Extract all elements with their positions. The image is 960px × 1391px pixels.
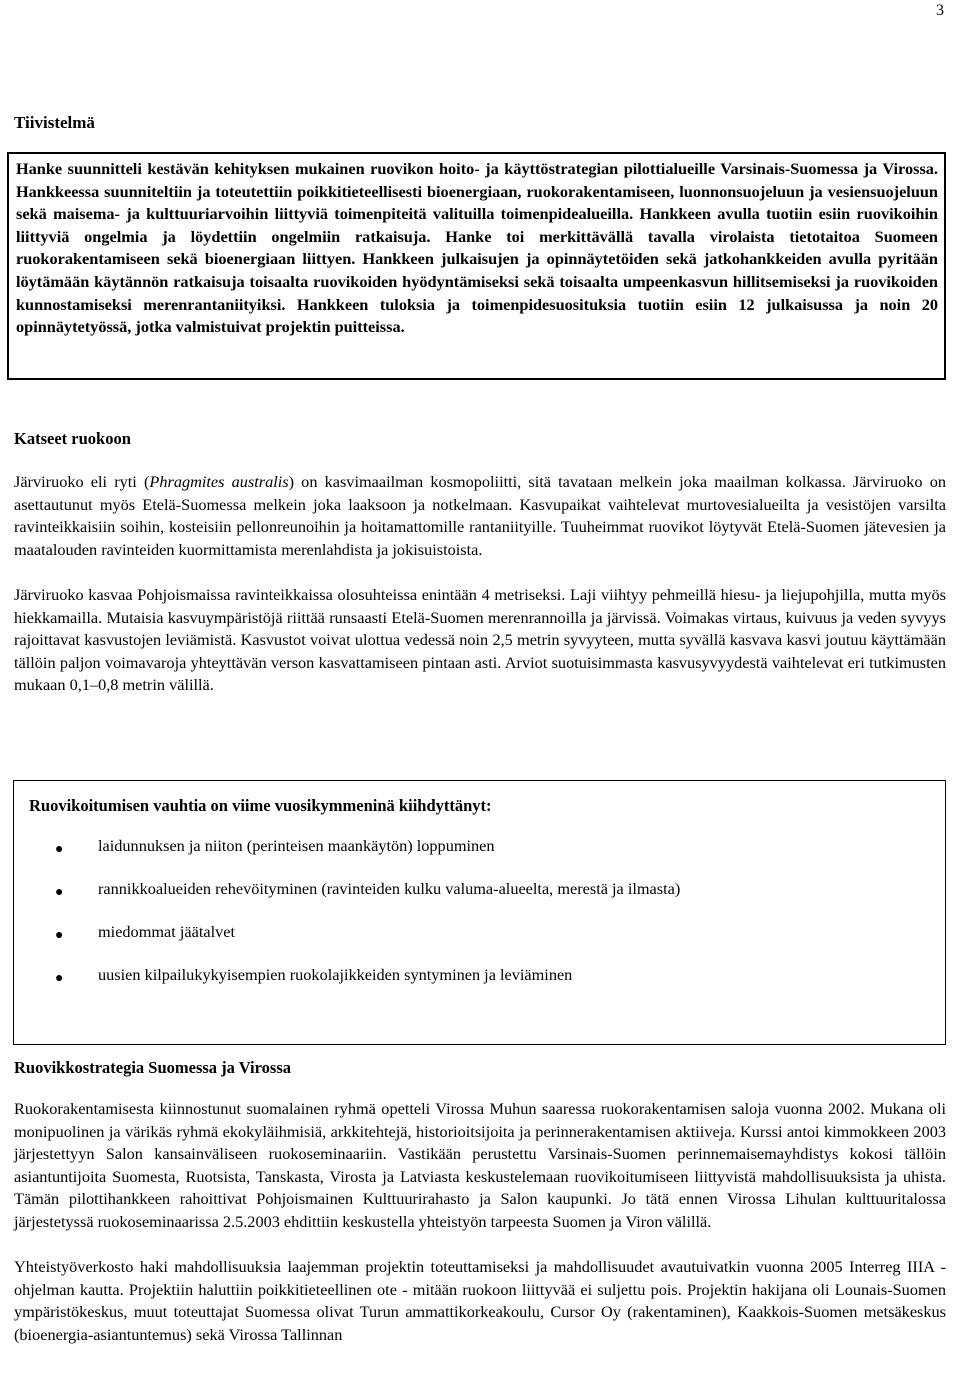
bullet-icon: ● bbox=[55, 842, 64, 857]
page-number: 3 bbox=[936, 2, 944, 19]
causes-heading: Ruovikoitumisen vauhtia on viime vuosikymmeninä kiihdyttänyt: bbox=[29, 796, 492, 815]
reeds-p1-end: ) on kasvimaailman kosmopoliitti, sitä tavataan melkein joka maailman kolkassa. Järviruoko on asettautunut myös Etelä-Suomessa melkein joka laaksoon ja notkelmaan. Kasvupaikat vaihtelevat murtovesialueilta ja vesistöjen varsilta ravinteikkaisiin soihin, kosteisiin pellonreunoihin ja hoitamattomille rantaniityille. Tuuheimmat ruovikot löytyvät Etelä-Suomen jätevesien ja maatalouden ravinteiden kuormittamista merenlahdista ja jokisuistoista. bbox=[14, 472, 946, 559]
list-item-text: laidunnuksen ja niiton (perinteisen maankäytön) loppuminen bbox=[98, 836, 495, 855]
summary-box bbox=[7, 152, 946, 380]
causes-list bbox=[29, 835, 929, 1007]
bullet-icon: ● bbox=[55, 885, 64, 900]
list-item bbox=[29, 878, 929, 921]
species-name: Phragmites australis bbox=[149, 472, 289, 491]
reeds-section bbox=[14, 428, 946, 697]
reeds-heading: Katseet ruokoon bbox=[14, 429, 131, 448]
bullet-icon: ● bbox=[55, 928, 64, 943]
list-item-text: miedommat jäätalvet bbox=[98, 922, 235, 941]
bullet-icon: ● bbox=[55, 971, 64, 986]
strategy-paragraph-2: Yhteistyöverkosto haki mahdollisuuksia laajemman projektin toteuttamiseksi ja mahdollisuudet avautuivatkin vuonna 2005 Interreg IIIA -ohjelman kautta. Projektiin haluttiin poikkitieteellinen ote - mitään ruokoon liittyvää ei suljettu pois. Projektin hakijana oli Lounais-Suomen ympäristökeskus, muut toteuttajat Suomessa olivat Turun ammattikorkeakoulu, Cursor Oy (rakentaminen), Kaakkois-Suomen metsäkeskus (bioenergia-asiantuntemus) sekä Virossa Tallinnan bbox=[14, 1257, 946, 1344]
reeds-paragraph-2: Järviruoko kasvaa Pohjoismaissa ravinteikkaissa olosuhteissa enintään 4 metriseksi. Laji viihtyy pehmeillä hiesu- ja liejupohjilla, mutta myös hiekkamailla. Mutaisia kasvuympäristöjä riittää runsaasti Etelä-Suomen merenrannoilla ja järvissä. Voimakas virtaus, kuivuus ja veden syvyys rajoittavat kasvustojen leviämistä. Kasvustot voivat ulottua vedessä noin 2,5 metrin syvyyteen, mutta syvällä kasvava kasvi joutuu käyttämään tällöin paljon voimavaroja yhteyttävän verson kasvattamiseen pintaan asti. Arviot suotuisimmasta kasvusyvyydestä vaihtelevat eri tutkimusten mukaan 0,1–0,8 metrin välillä. bbox=[14, 585, 946, 694]
list-item-text: uusien kilpailukykyisempien ruokolajikkeiden syntyminen ja leviäminen bbox=[98, 965, 573, 984]
list-item-text: rannikkoalueiden rehevöityminen (ravinteiden kulku valuma-alueelta, merestä ja ilmasta) bbox=[98, 879, 681, 898]
list-item bbox=[29, 921, 929, 964]
strategy-section bbox=[14, 1057, 946, 1346]
summary-heading: Tiivistelmä bbox=[14, 113, 95, 132]
list-item bbox=[29, 835, 929, 878]
summary-section bbox=[14, 112, 946, 134]
reeds-p1-start: Järviruoko eli ryti ( bbox=[14, 472, 150, 491]
list-item bbox=[29, 964, 929, 1007]
strategy-paragraph-1: Ruokorakentamisesta kiinnostunut suomalainen ryhmä opetteli Virossa Muhun saaressa ruokorakentamisen saloja vuonna 2002. Mukana oli monipuolinen ja värikäs ryhmä ekokyläihmisiä, arkkitehtejä, historioitsijoita ja perinnerakentamisen aktiiveja. Kurssi antoi kimmokkeen 2003 järjestettyyn Salon kansainväliseen ruokoseminaariin. Vastikään perustettu Varsinais-Suomen perinnemaisemayhdistys kokosi tällöin asiantuntijoita Suomesta, Ruotsista, Tanskasta, Virosta ja Latviasta keskustelemaan ruovikoitumiseen liittyvistä mahdollisuuksista ja uhista. Tämän pilottihankkeen rahoittivat Pohjoismainen Kulttuurirahasto ja Salon kaupunki. Jo tätä ennen Virossa Lihulan kulttuuritalossa järjestetyssä ruokoseminaarissa 2.5.2003 ehdittiin keskustella yhteistyön tarpeesta Suomen ja Viron välillä. bbox=[14, 1099, 946, 1231]
summary-text: Hanke suunnitteli kestävän kehityksen mukainen ruovikon hoito- ja käyttöstrategian pilottialueille Varsinais-Suomessa ja Virossa. Hankkeessa suunniteltiin ja toteutettiin poikkitieteellisesti bioenergiaan, ruokorakentamiseen, luonnonsuojeluun ja vesiensuojeluun sekä maisema- ja kulttuuriarvoihin liittyviä toimenpiteitä valituilla toimenpidealueilla. Hankkeen avulla tuotiin esiin ruovikoihin liittyviä ongelmia ja löydettiin ongelmiin ratkaisuja. Hanke toi merkittävällä tavalla virolaista tietotaitoa Suomeen ruokorakentamiseen sekä bioenergiaan liittyen. Hankkeen julkaisujen ja opinnäytetöiden sekä jatkohankkeiden avulla pyritään löytämään käytännön ratkaisuja toisaalta ruovikoiden hyödyntämiseksi sekä toisaalta umpeenkasvun hillitsemiseksi ja ruovikoiden kunnostamiseksi merenrantaniityiksi. Hankkeen tuloksia ja toimenpidesuosituksia tuotiin esiin 12 julkaisussa ja noin 20 opinnäytetyössä, jotka valmistuivat projektin puitteissa. bbox=[16, 159, 938, 337]
strategy-heading: Ruovikkostrategia Suomessa ja Virossa bbox=[14, 1058, 292, 1077]
reeds-paragraph-1 bbox=[14, 471, 946, 561]
causes-box bbox=[13, 780, 946, 1045]
